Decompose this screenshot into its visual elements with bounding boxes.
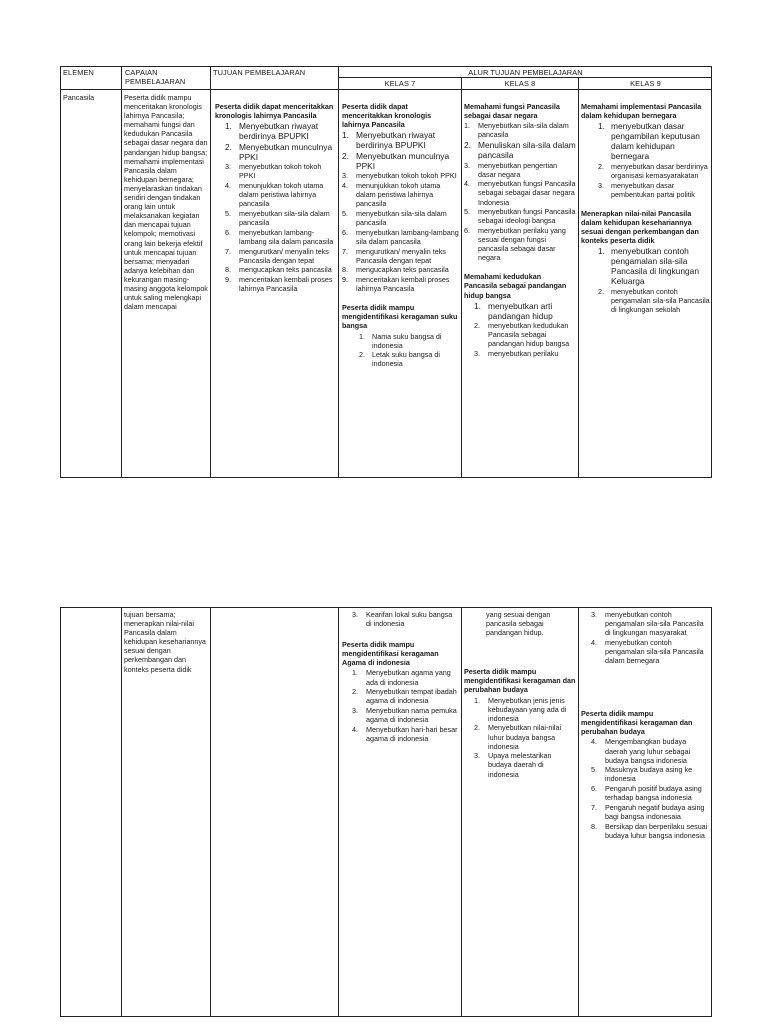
list-number: 4. bbox=[464, 179, 470, 189]
list-text: menyebutkan dasar pembentukan partai politik bbox=[611, 180, 695, 199]
kelas8-list-1 bbox=[464, 121, 576, 262]
list-item bbox=[342, 706, 459, 724]
list-number: 2. bbox=[598, 286, 604, 296]
list-item bbox=[464, 226, 576, 262]
list-text: menyebutkan contoh pengamalan sila-sila Pancasila di lingkungan masyarakat bbox=[605, 610, 704, 638]
kelas9-list-2 bbox=[581, 246, 710, 314]
kelas9-heading-2: Menerapkan nilai-nilai Pancasila dalam kehidupan kesehariannya sesuai dengan perkembangan dan konteks peserta didik bbox=[581, 208, 699, 246]
list-item bbox=[215, 181, 336, 208]
list-number: 2. bbox=[474, 723, 480, 733]
capaian-continued: tujuan bersama; menerapkan nilai-nilai Pancasila dalam kehidupan kesehariannya sesuai dengan perkembangan dan konteks peserta didik bbox=[124, 610, 206, 674]
header-alur: ALUR TUJUAN PEMBELAJARAN bbox=[468, 68, 583, 77]
list-item bbox=[581, 737, 710, 764]
list-text: Menyebutkan nama pemuka agama di indonesia bbox=[366, 706, 457, 725]
list-text: mengurutkan/ menyalin teks Pancasila dengan tepat bbox=[239, 246, 329, 265]
list-number: 1. bbox=[225, 121, 232, 132]
list-number: 2. bbox=[598, 161, 604, 171]
list-item bbox=[464, 321, 576, 348]
list-number: 2. bbox=[474, 321, 480, 331]
col-divider bbox=[338, 66, 339, 478]
col-divider bbox=[210, 66, 211, 478]
header-tujuan: TUJUAN PEMBELAJARAN bbox=[213, 68, 306, 77]
list-item bbox=[581, 784, 710, 802]
list-item bbox=[215, 265, 336, 274]
list-item bbox=[464, 751, 576, 778]
list-text: menyebutkan lambang-lambang sila dalam pancasila bbox=[239, 227, 334, 246]
list-number: 5. bbox=[342, 209, 348, 219]
kelas7-list-cont bbox=[342, 610, 459, 628]
list-item bbox=[342, 275, 459, 293]
list-text: Menyebutkan nilai-nilai luhur budaya bangsa indonesia bbox=[488, 723, 562, 751]
kelas7-list-1 bbox=[342, 130, 459, 293]
list-text: menyebutkan contoh pengamalan sila-sila Pancasila di lingkungan sekolah bbox=[611, 286, 710, 314]
list-item bbox=[464, 140, 576, 160]
list-number: 4. bbox=[591, 737, 597, 747]
list-text: menyebutkan contoh pengamalan sila-sila Pancasila di lingkungan Keluarga bbox=[611, 246, 699, 287]
list-text: menyebutkan lambang-lambang sila dalam pancasila bbox=[356, 227, 459, 246]
kelas7-cell-continued bbox=[342, 610, 459, 1010]
header-capaian: CAPAIAN PEMBELAJARAN bbox=[125, 68, 186, 86]
list-item bbox=[581, 246, 710, 286]
list-number: 4. bbox=[342, 181, 348, 191]
list-item bbox=[342, 130, 459, 150]
list-number: 7. bbox=[591, 802, 597, 812]
list-number: 4. bbox=[225, 181, 231, 191]
kelas8-list-budaya bbox=[464, 696, 576, 779]
list-text: Menyebutkan riwayat berdirinya BPUPKI bbox=[356, 130, 436, 151]
list-number: 3. bbox=[464, 160, 470, 170]
list-number: 6. bbox=[342, 227, 348, 237]
kelas8-heading-budaya: Peserta didik mampu mengidentifikasi keragaman dan perubahan budaya bbox=[464, 667, 576, 695]
kelas8-cont-text: yang sesuai dengan pancasila sebagai pandangan hidup. bbox=[486, 610, 551, 638]
kelas7-list-2 bbox=[342, 332, 459, 369]
list-item bbox=[464, 349, 576, 358]
list-item bbox=[342, 181, 459, 208]
col-divider bbox=[210, 607, 211, 1017]
list-item bbox=[581, 121, 710, 161]
kelas9-cell bbox=[581, 102, 710, 476]
list-number: 3. bbox=[352, 610, 358, 619]
list-text: Menyebutkan jenis jenis kebudayaan yang ada di indonesia bbox=[488, 695, 567, 723]
list-text: Menyebutkan hari-hari besar agama di indonesia bbox=[366, 724, 458, 743]
list-item bbox=[342, 350, 459, 368]
col-divider bbox=[121, 66, 122, 478]
list-text: Pengaruh negatif budaya asing bagi bangsa indonesaia bbox=[605, 802, 705, 821]
col-divider bbox=[121, 607, 122, 1017]
list-text: Letak suku bangsa di indonesia bbox=[372, 350, 440, 369]
list-text: menceritakan kembali proses lahirnya Pancasila bbox=[239, 275, 333, 294]
tujuan-cell bbox=[215, 102, 336, 474]
list-number: 3. bbox=[474, 751, 480, 761]
kelas7-heading-2: Peserta didik mampu mengidentifikasi keragaman suku bangsa bbox=[342, 303, 458, 331]
list-text: Pengaruh positif budaya asing terhadap bangsa indonesia bbox=[605, 784, 702, 803]
list-number: 3. bbox=[342, 171, 348, 181]
list-text: menyebutkan kedudukan Pancasila sebagai pandangan hidup bangsa bbox=[488, 321, 570, 349]
tujuan-list bbox=[215, 121, 336, 293]
list-item bbox=[464, 161, 576, 179]
list-text: Menyebutkan munculnya PPKI bbox=[356, 150, 450, 171]
col-divider bbox=[461, 77, 462, 478]
list-number: 1. bbox=[352, 668, 358, 678]
list-item bbox=[215, 275, 336, 293]
list-item bbox=[464, 723, 576, 750]
list-text: Menyebutkan munculnya PPKI bbox=[239, 141, 333, 162]
list-number: 2. bbox=[352, 687, 358, 697]
col-divider bbox=[578, 607, 579, 1017]
list-number: 7. bbox=[225, 246, 231, 256]
list-text: menyebutkan fungsi Pancasila sebagai ideologi bangsa bbox=[478, 207, 576, 226]
list-number: 4. bbox=[352, 724, 358, 734]
list-number: 3. bbox=[474, 349, 480, 359]
list-item bbox=[215, 209, 336, 227]
list-number: 1. bbox=[342, 130, 349, 141]
kelas9-list-1 bbox=[581, 121, 710, 199]
list-text: mengucapkan teks pancasila bbox=[239, 265, 332, 275]
list-number: 4. bbox=[591, 637, 597, 647]
list-item bbox=[464, 696, 576, 723]
list-text: menyebutkan fungsi Pancasila sebagai sebagai dasar negara Indonesia bbox=[478, 179, 576, 207]
list-text: menyebutkan sila-sila dalam pancasila bbox=[239, 209, 330, 228]
header-kelas9: KELAS 9 bbox=[630, 79, 661, 88]
list-number: 3. bbox=[591, 610, 597, 619]
list-number: 5. bbox=[464, 207, 470, 217]
list-text: menyebutkan pengertian dasar negara bbox=[478, 160, 558, 179]
kelas9-list-cont bbox=[581, 610, 710, 665]
list-text: Menyebutkan tempat ibadah agama di indonesia bbox=[366, 687, 457, 706]
list-text: menyebutkan dasar pengambilan keputusan dalam kehidupan bernegara bbox=[611, 121, 700, 162]
list-item bbox=[215, 228, 336, 246]
kelas8-heading-2: Memahami kedudukan Pancasila sebagai pandangan hidup bangsa bbox=[464, 272, 567, 300]
capaian-cell: Peserta didik mampu menceritakan kronologis lahirnya Pancasila; memahami fungsi dan kedudukan Pancasila sebagai dasar negara dan pandangan hidup bangsa; memahami implementasi Pancasila dalam kehidupan bernegara; menyelaraskan tindakan sendiri dengan tindakan orang lain untuk melaksanakan kegiatan dan mencapai tujuan kelompok; memotivasi orang lain bekerja efektif untuk mencapai tujuan bersama; menyadari adanya kelebihan dan kekurangan masing-masing anggota kelompok untuk saling melengkapi dalam mencapai bbox=[124, 93, 208, 312]
list-item bbox=[464, 301, 576, 321]
kelas9-list-budaya bbox=[581, 737, 710, 839]
list-text: menyebutkan sila-sila dalam pancasila bbox=[356, 209, 447, 228]
kelas9-cell-continued bbox=[581, 610, 710, 1015]
list-number: 7. bbox=[342, 246, 348, 256]
list-item bbox=[342, 610, 459, 628]
row-divider bbox=[338, 77, 712, 78]
list-item bbox=[215, 162, 336, 180]
list-number: 2. bbox=[464, 139, 471, 150]
list-text: menyebutkan dasar berdirinya organisasi kemasyarakatan bbox=[611, 161, 708, 180]
list-item bbox=[581, 610, 710, 637]
col-divider bbox=[578, 77, 579, 478]
list-text: Menyebutkan sila-sila dalam pancasila bbox=[478, 121, 569, 140]
list-item bbox=[581, 162, 710, 180]
list-text: Masuknya budaya asing ke indonesia bbox=[605, 765, 693, 784]
list-number: 5. bbox=[225, 209, 231, 219]
list-item bbox=[581, 803, 710, 821]
list-number: 1. bbox=[464, 121, 470, 131]
list-number: 9. bbox=[342, 275, 348, 285]
list-text: menceritakan kembali proses lahirnya Pancasila bbox=[356, 275, 450, 294]
list-number: 6. bbox=[225, 227, 231, 237]
list-text: Menyebutkan agama yang ada di indonesia bbox=[366, 668, 451, 687]
elemen-cell: Pancasila bbox=[63, 93, 95, 102]
list-text: menyebutkan perilaku yang sesuai dengan fungsi pancasila sebagai dasar negara bbox=[478, 226, 566, 263]
curriculum-table-page-1 bbox=[60, 66, 712, 478]
list-text: mengurutkan/ menyalin teks Pancasila dengan tepat bbox=[356, 246, 446, 265]
list-text: menyebutkan arti pandangan hidup bbox=[488, 300, 553, 321]
list-item bbox=[215, 142, 336, 162]
list-text: Menuliskan sila-sila dalam pancasila bbox=[478, 139, 576, 160]
list-text: Kearifan lokal suku bangsa di indonesia bbox=[366, 610, 453, 629]
list-text: menunjukkan tokoh utama dalam peristiwa lahirnya pancasila bbox=[239, 181, 324, 209]
list-text: menyebutkan perilaku bbox=[488, 349, 559, 359]
kelas8-cell-continued bbox=[464, 610, 576, 1010]
kelas8-list-2 bbox=[464, 301, 576, 359]
col-divider bbox=[338, 607, 339, 1017]
list-item bbox=[215, 121, 336, 141]
list-number: 2. bbox=[359, 350, 365, 360]
list-number: 8. bbox=[225, 265, 231, 275]
header-elemen: ELEMEN bbox=[63, 68, 94, 77]
kelas9-heading-1: Memahami implementasi Pancasila dalam kehidupan bernegara bbox=[581, 102, 702, 121]
list-number: 1. bbox=[598, 121, 605, 132]
list-number: 1. bbox=[474, 695, 480, 705]
row-divider bbox=[60, 89, 712, 90]
header-kelas8: KELAS 8 bbox=[504, 79, 536, 88]
kelas8-heading-1: Memahami fungsi Pancasila sebagai dasar negara bbox=[464, 102, 560, 121]
list-item bbox=[464, 207, 576, 225]
list-number: 8. bbox=[342, 265, 348, 275]
list-item bbox=[342, 228, 459, 246]
kelas8-cell bbox=[464, 102, 576, 476]
kelas7-heading-1: Peserta didik dapat menceritakkan kronologis lahirnya Pancasila bbox=[342, 102, 432, 130]
list-text: menunjukkan tokoh utama dalam peristiwa lahirnya pancasila bbox=[356, 181, 441, 209]
list-item bbox=[215, 247, 336, 265]
list-text: Bersikap dan berperilaku sesuai budaya luhur bangsa indonesia bbox=[605, 821, 708, 840]
list-item bbox=[581, 822, 710, 840]
list-item bbox=[581, 638, 710, 665]
list-text: menyebutkan tokoh tokoh PPKI bbox=[239, 162, 322, 181]
kelas7-heading-agama: Peserta didik mampu mengidentifikasi keragaman Agama di indonesia bbox=[342, 640, 439, 668]
list-item bbox=[464, 121, 576, 139]
list-item bbox=[581, 765, 710, 783]
list-item bbox=[581, 181, 710, 199]
list-number: 6. bbox=[591, 784, 597, 794]
list-item bbox=[342, 247, 459, 265]
list-text: menyebutkan tokoh tokoh PPKI bbox=[356, 171, 457, 181]
list-text: Mengembangkan budaya daerah yang luhur sebagai budaya bangsa indonesia bbox=[605, 737, 691, 765]
list-item bbox=[581, 287, 710, 314]
list-number: 9. bbox=[225, 275, 231, 285]
list-number: 3. bbox=[225, 162, 231, 172]
list-item bbox=[342, 151, 459, 171]
list-number: 1. bbox=[598, 246, 605, 257]
list-item bbox=[342, 171, 459, 180]
list-number: 1. bbox=[474, 300, 481, 311]
list-number: 8. bbox=[591, 821, 597, 831]
list-item bbox=[342, 687, 459, 705]
list-item bbox=[342, 668, 459, 686]
list-item bbox=[342, 265, 459, 274]
curriculum-table-page-2 bbox=[60, 607, 712, 1017]
kelas7-cell bbox=[342, 102, 459, 476]
list-item bbox=[342, 209, 459, 227]
header-kelas7: KELAS 7 bbox=[384, 79, 416, 88]
col-divider bbox=[461, 607, 462, 1017]
list-item bbox=[464, 179, 576, 206]
list-number: 3. bbox=[598, 180, 604, 190]
list-text: Upaya melestarikan budaya daerah di indonesia bbox=[488, 751, 552, 779]
kelas9-heading-budaya: Peserta didik mampu mengidentifikasi keragaman dan perubahan budaya bbox=[581, 709, 693, 737]
list-text: mengucapkan teks pancasila bbox=[356, 265, 449, 275]
list-text: menyebutkan contoh pengamalan sila-sila Pancasila dalam bernegara bbox=[605, 637, 704, 666]
list-text: Menyebutkan riwayat berdirinya BPUPKI bbox=[239, 121, 319, 142]
list-text: Nama suku bangsa di indonesia bbox=[372, 331, 442, 350]
kelas7-list-agama bbox=[342, 668, 459, 743]
list-number: 1. bbox=[359, 331, 365, 341]
list-number: 2. bbox=[225, 141, 232, 152]
list-number: 5. bbox=[591, 765, 597, 775]
list-number: 6. bbox=[464, 226, 470, 235]
tujuan-heading: Peserta didik dapat menceritakkan kronologis lahirnya Pancasila bbox=[215, 102, 334, 121]
list-number: 2. bbox=[342, 150, 349, 161]
list-item bbox=[342, 725, 459, 743]
list-number: 3. bbox=[352, 706, 358, 716]
list-item bbox=[342, 332, 459, 350]
